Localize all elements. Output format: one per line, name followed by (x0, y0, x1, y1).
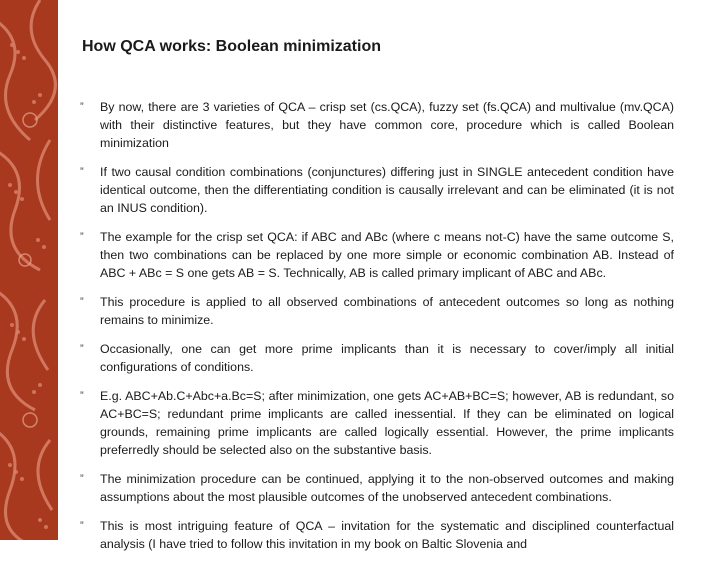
ornament-pattern-icon (0, 0, 58, 540)
bullet-item (80, 293, 674, 329)
bullet-text: E.g. ABC+Ab.C+Abc+a.Bc=S; after minimization, one gets AC+AB+BC=S; however, AB is redundant, so AC+BC=S; redundant prime implicants are called inessential. If they can be eliminated on logical grounds, remaining prime implicants are called logically essential. However, the prime implicants preferredly should be selected also on the substantive basis. (100, 389, 674, 457)
bullet-text: The minimization procedure can be continued, applying it to the non-observed outcomes and making assumptions about the most plausible outcomes of the unobserved antecedent combinations. (100, 472, 674, 504)
bullet-item (80, 340, 674, 376)
bullet-text: Occasionally, one can get more prime implicants than it is necessary to cover/imply all initial configurations of conditions. (100, 342, 674, 374)
bullet-icon: ” (80, 473, 84, 485)
bullet-item (80, 163, 674, 217)
bullet-item (80, 387, 674, 459)
bullet-item (80, 98, 674, 152)
bullet-icon: ” (80, 231, 84, 243)
bullet-text: The example for the crisp set QCA: if ABC and ABc (where c means not-C) have the same outcome S, then two combinations can be replaced by one more simple or economic combination AB. Instead of ABC + ABc = S one gets AB = S. Technically, AB is called primary implicant of ABC and ABc. (100, 230, 674, 280)
bullet-text: If two causal condition combinations (conjunctures) differing just in SINGLE antecedent condition have identical outcome, then the differentiating condition is causally irrelevant and can be eliminated (it is not an INUS condition). (100, 165, 674, 215)
decorative-sidebar (0, 0, 58, 540)
bullet-text: This procedure is applied to all observed combinations of antecedent outcomes so long as nothing remains to minimize. (100, 295, 674, 327)
bullet-list (80, 98, 674, 564)
bullet-item (80, 470, 674, 506)
bullet-text: This is most intriguing feature of QCA – invitation for the systematic and disciplined counterfactual analysis (I have tried to follow this invitation in my book on Baltic Slovenia and (100, 519, 674, 551)
bullet-icon: ” (80, 343, 84, 355)
bullet-icon: ” (80, 390, 84, 402)
bullet-icon: ” (80, 296, 84, 308)
bullet-item (80, 228, 674, 282)
bullet-icon: ” (80, 520, 84, 532)
slide-title: How QCA works: Boolean minimization (82, 38, 381, 55)
bullet-text: By now, there are 3 varieties of QCA – crisp set (cs.QCA), fuzzy set (fs.QCA) and multivalue (mv.QCA) with their distinctive features, but they have common core, procedure which is called Boolean minimization (100, 100, 674, 150)
bullet-icon: ” (80, 166, 84, 178)
bullet-item (80, 517, 674, 553)
bullet-icon: ” (80, 101, 84, 113)
